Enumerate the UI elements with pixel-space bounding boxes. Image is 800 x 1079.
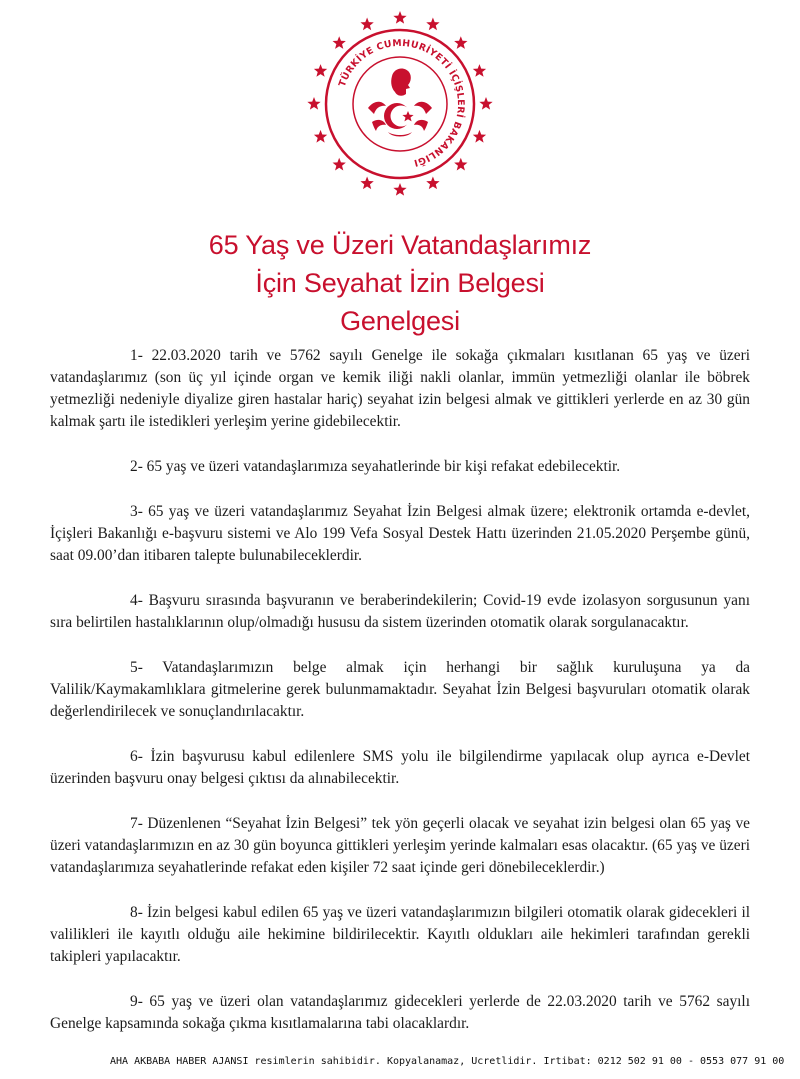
seal-star-icon: [307, 97, 320, 110]
paragraph-4: 4- Başvuru sırasında başvuranın ve beraberindekilerin; Covid-19 evde izolasyon sorgusunun yanı sıra belirtilen hastalıklarının olup/olmadığı hususu da sistem üzerinden otomatik olarak sorgulanacaktır.: [50, 592, 750, 631]
seal-star-icon: [426, 176, 439, 189]
title-line-1: 65 Yaş ve Üzeri Vatandaşlarımız: [208, 230, 592, 260]
seal-star-icon: [360, 18, 373, 31]
paragraph-8: 8- İzin belgesi kabul edilen 65 yaş ve üzeri vatandaşlarımızın bilgileri otomatik olarak gidecekleri il valilikleri ile kayıtlı olduğu aile hekimine bildirilecektir. Kayıtlı oldukları aile hekimleri tarafından gerekli takipleri yapılacaktır.: [50, 904, 750, 965]
seal-star-icon: [426, 18, 439, 31]
title-line-2: İçin Seyahat İzin Belgesi: [255, 268, 545, 298]
paragraph-2: 2- 65 yaş ve üzeri vatandaşlarımıza seyahatlerinde bir kişi refakat edebilecektir.: [130, 458, 621, 475]
seal-star-icon: [479, 97, 492, 110]
ministry-seal: [300, 4, 500, 204]
seal-star-icon: [333, 36, 346, 49]
seal-star-icon: [454, 158, 467, 171]
paragraph-6: 6- İzin başvurusu kabul edilenlere SMS yolu ile bilgilendirme yapılacak olup ayrıca e-Devlet üzerinden başvuru onay belgesi çıktısı da alınabilecektir.: [50, 748, 750, 787]
seal-star-icon: [393, 183, 406, 196]
seal-star-icon: [393, 11, 406, 24]
seal-star-icon: [333, 158, 346, 171]
seal-star-icon: [454, 36, 467, 49]
paragraph-1: 1- 22.03.2020 tarih ve 5762 sayılı Genelge ile sokağa çıkmaları kısıtlanan 65 yaş ve üzeri vatandaşlarımız (son üç yıl içinde organ ve kemik iliği nakli olanlar, immün yetmezliği olanlar ile böbrek yetmezliği nedeniyle diyalize giren hastalar hariç) seyahat izin belgesi almak ve gittikleri yerlerde en az 30 gün kalmak şartı ile istedikleri yerleşim yerine gidebilecektir.: [50, 347, 750, 430]
seal-star-icon: [473, 64, 486, 77]
ataturk-silhouette-icon: [391, 69, 411, 96]
seal-star-icon: [314, 130, 327, 143]
paragraph-3: 3- 65 yaş ve üzeri vatandaşlarımız Seyahat İzin Belgesi almak üzere; elektronik ortamda e-devlet, İçişleri Bakanlığı e-başvuru sistemi ve Alo 199 Vefa Sosyal Destek Hattı üzerinden 21.05.2020 Perşembe günü, saat 09.00’dan itibaren talepte bulunabileceklerdir.: [50, 503, 750, 564]
seal-star-icon: [360, 176, 373, 189]
seal-icon: [300, 4, 500, 204]
crescent-star-icon: [384, 103, 414, 129]
document-title: [0, 226, 800, 340]
seal-ring-text: TÜRKİYE CUMHURİYETİ İÇİŞLERİ BAKANLIĞI: [336, 37, 467, 169]
paragraph-5: 5- Vatandaşlarımızın belge almak için herhangi bir sağlık kuruluşuna ya da Valilik/Kaymakamlıklara gitmelerine gerek bulunmamaktadır. Seyahat İzin Belgesi başvuruları otomatik olarak değerlendirilecek ve sonuçlandırılacaktır.: [50, 659, 750, 720]
paragraph-9: 9- 65 yaş ve üzeri olan vatandaşlarımız gidecekleri yerlerde de 22.03.2020 tarih ve 5762 sayılı Genelge kapsamında sokağa çıkma kısıtlamalarına tabi olacaklardır.: [50, 993, 750, 1032]
seal-star-icon: [473, 130, 486, 143]
document-body: [50, 345, 750, 1058]
title-line-3: Genelgesi: [340, 306, 460, 336]
seal-star-icon: [314, 64, 327, 77]
footer-credit: AHA AKBABA HABER AJANSI resimlerin sahibidir. Kopyalanamaz, Ucretlidir. Irtibat: 0212 502 91 00 - 0553 077 91 00: [110, 1056, 785, 1067]
paragraph-7: 7- Düzenlenen “Seyahat İzin Belgesi” tek yön geçerli olacak ve seyahat izin belgesi olan 65 yaş ve üzeri vatandaşlarımızın en az 30 gün boyunca gittikleri yerleşim yerinde kalmaları esas olacaktır. (65 yaş ve üzeri vatandaşlarımıza seyahatlerinde refakat eden kişiler 72 saat içinde geri dönebileceklerdir.): [50, 815, 750, 876]
